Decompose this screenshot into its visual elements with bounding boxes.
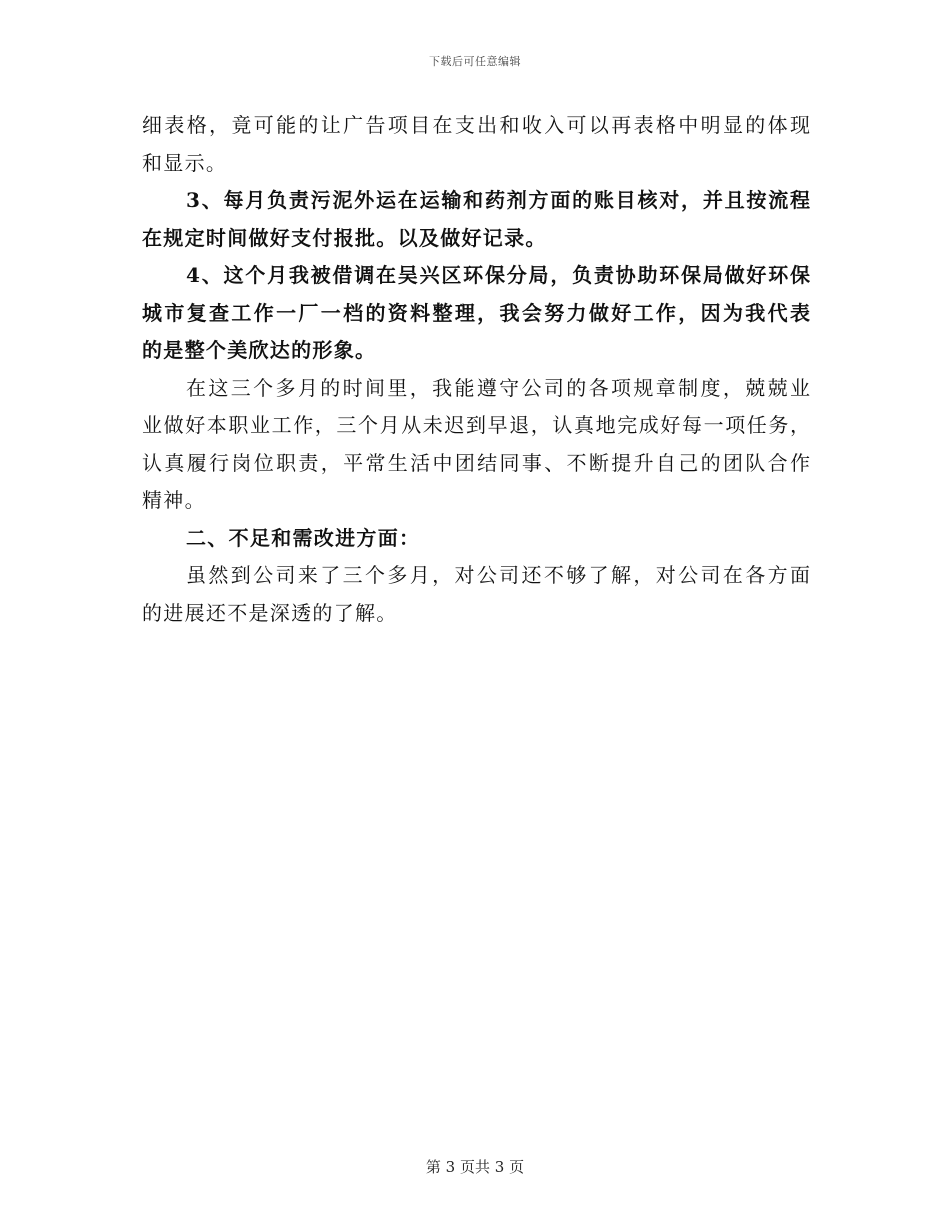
- section-heading-shortcomings: 二、不足和需改进方面：: [186, 525, 421, 550]
- body-line-10: 认真履行岗位职责，平常生活中团结同事、不断提升自己的团队合作: [142, 450, 810, 475]
- body-line-4: 在规定时间做好支付报批。以及做好记录。: [142, 225, 547, 250]
- body-line-11: 精神。: [142, 488, 206, 512]
- body-line-13: 虽然到公司来了三个多月，对公司还不够了解，对公司在各方面: [186, 563, 810, 587]
- document-body: [142, 107, 810, 632]
- body-line-9: 业做好本职业工作，三个月从未迟到早退，认真地完成好每一项任务，: [142, 413, 810, 437]
- page-header: 下载后可任意编辑: [429, 55, 521, 68]
- page-footer: 第 3 页共 3 页: [425, 1158, 525, 1176]
- body-line-14: 的进展还不是深透的了解。: [142, 600, 398, 625]
- body-line-6: 城市复查工作一厂一档的资料整理，我会努力做好工作，因为我代表: [142, 300, 810, 325]
- body-line-5: 4、这个月我被借调在吴兴区环保分局，负责协助环保局做好环保: [186, 263, 810, 287]
- body-line-1: 细表格，竟可能的让广告项目在支出和收入可以再表格中明显的体现: [142, 113, 810, 137]
- body-line-3: 3、每月负责污泥外运在运输和药剂方面的账目核对，并且按流程: [186, 188, 810, 212]
- body-line-7: 的是整个美欣达的形象。: [142, 338, 377, 362]
- body-line-8: 在这三个多月的时间里，我能遵守公司的各项规章制度，兢兢业: [186, 375, 810, 400]
- body-line-2: 和显示。: [142, 150, 228, 175]
